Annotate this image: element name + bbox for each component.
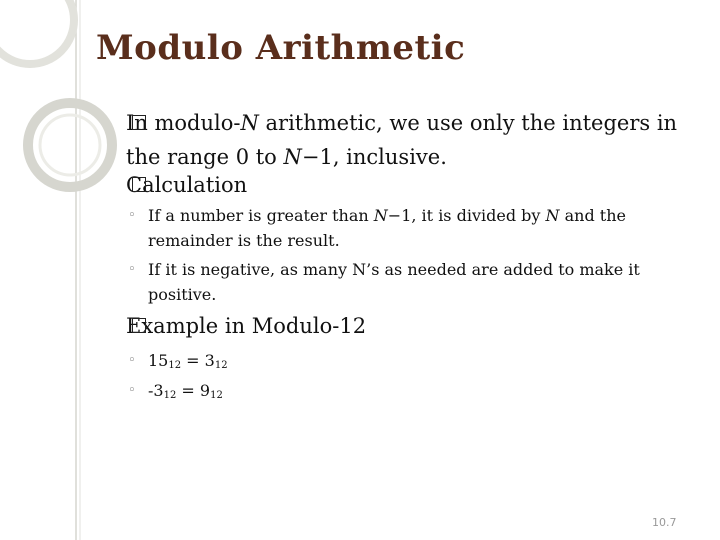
sub-bullet-text: $15_{12} = 3_{12}$ [148,351,228,371]
bullet-text: In modulo-N arithmetic, we use only the integers in the range 0 to N−1, inclusive. [126,111,678,169]
bullet-text: Example in Modulo-12 [126,314,367,338]
sub-bullet-example-1 [128,348,668,373]
sub-bullet-greater [128,203,668,253]
bullet-modulo-definition [104,106,684,174]
circle-bullet-icon: ◦ [128,383,136,398]
checkbox-bullet-icon [132,115,146,130]
circle-bullet-icon: ◦ [128,208,136,223]
bullet-example [104,309,684,343]
sub-bullet-text: If a number is greater than N−1, it is divided by N and the remainder is the result. [148,206,626,250]
circle-bullet-icon: ◦ [128,353,136,368]
circle-bullet-icon: ◦ [128,262,136,277]
slide-title: Modulo Arithmetic [96,28,466,68]
checkbox-bullet-icon [132,318,146,333]
bullet-calculation [104,168,684,202]
checkbox-bullet-icon [132,177,146,192]
sub-bullet-negative [128,257,668,307]
bullet-text: Calculation [126,173,248,197]
sub-bullet-text: $-3_{12} = 9_{12}$ [148,381,223,401]
sub-bullet-example-2 [128,378,668,403]
page-number: 10.7 [652,516,677,529]
sub-bullet-text: If it is negative, as many N’s as needed are added to make it positive. [148,260,640,304]
